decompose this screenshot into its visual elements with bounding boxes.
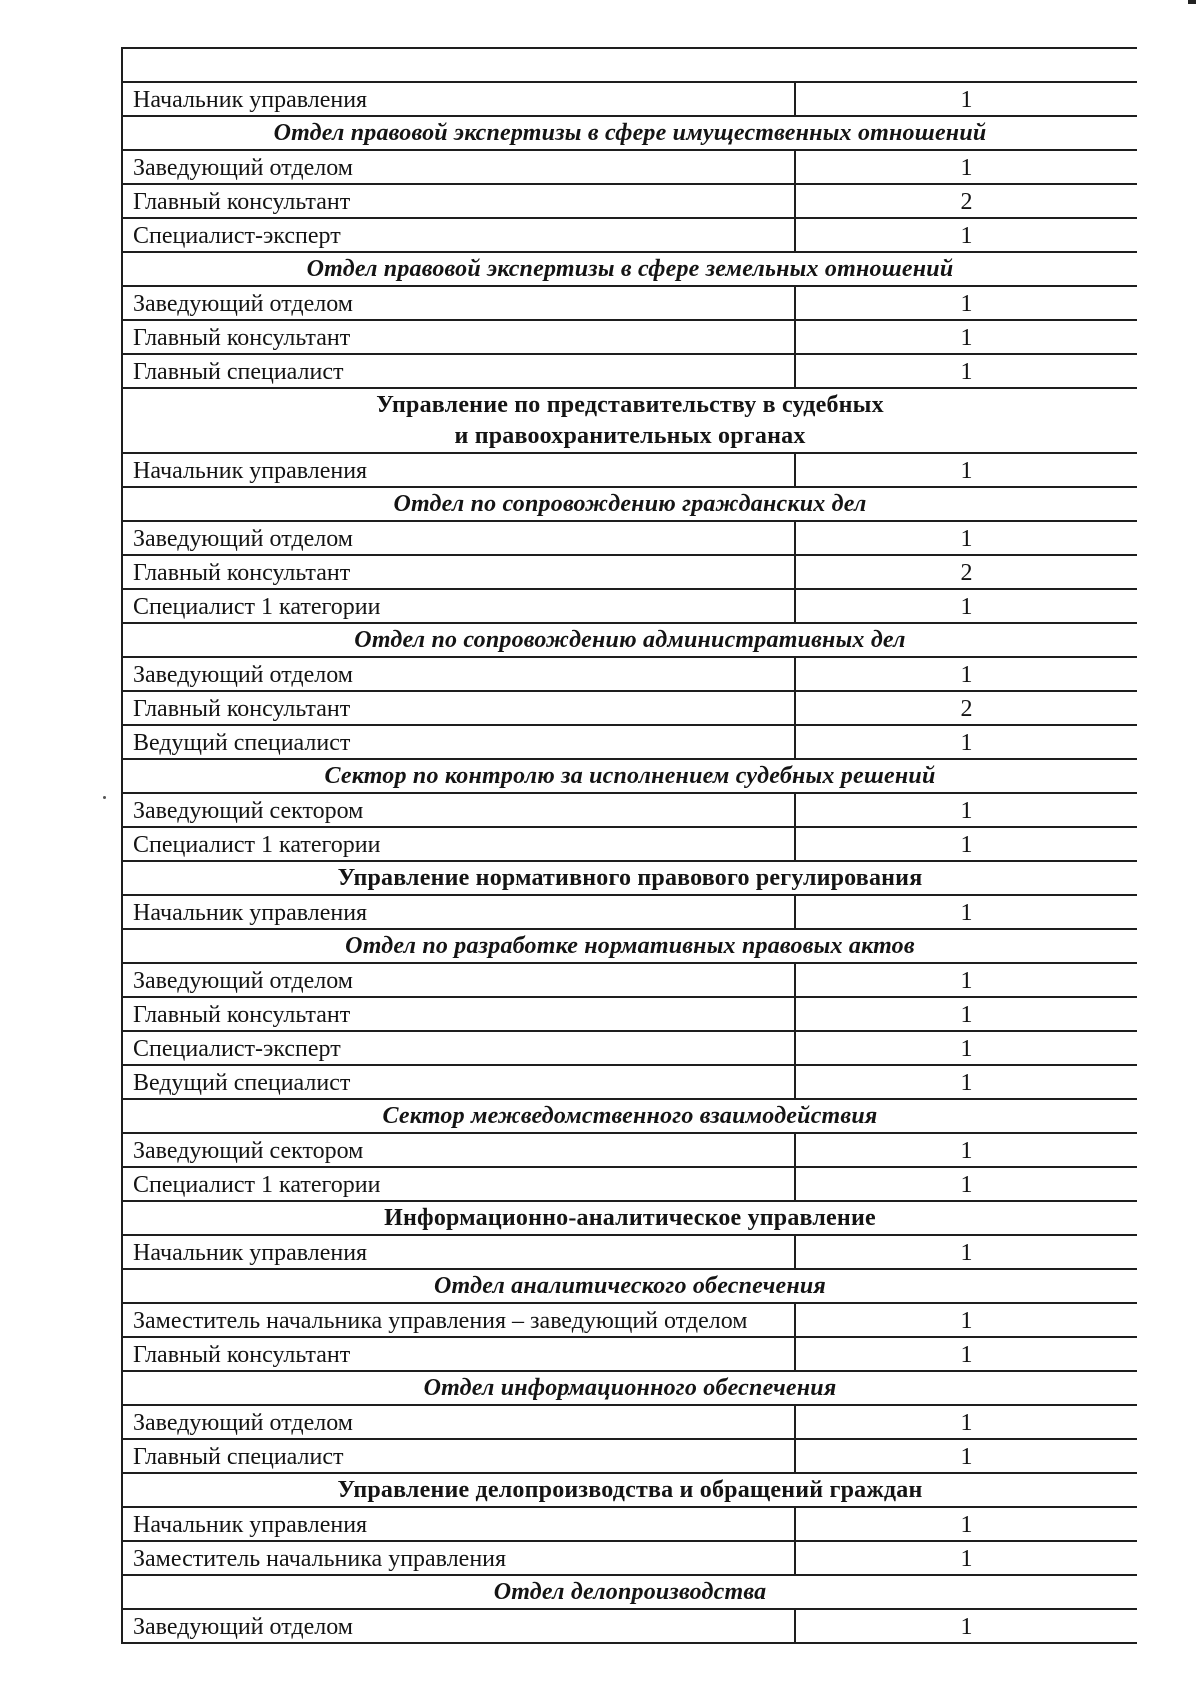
table-body [123, 83, 1137, 1644]
position-count: 1 [960, 832, 973, 858]
table-row [123, 1406, 1137, 1440]
department-heading: Отдел правовой экспертизы в сфере имущественных отношений [123, 117, 1137, 151]
table-row [123, 219, 1137, 253]
staff-table [121, 47, 1137, 1644]
position-count: 1 [960, 730, 973, 756]
table-row [123, 658, 1137, 692]
table-row [123, 522, 1137, 556]
department-heading: Отдел информационного обеспечения [123, 1372, 1137, 1406]
position-title: Заведующий отделом [123, 1610, 796, 1642]
scan-speck [103, 796, 106, 799]
position-count: 1 [960, 1036, 973, 1062]
position-count: 1 [960, 1512, 973, 1538]
directorate-heading: Управление делопроизводства и обращений граждан [123, 1474, 1137, 1508]
table-row [123, 355, 1137, 389]
position-title: Главный специалист [123, 1440, 796, 1472]
position-title: Ведущий специалист [123, 1066, 796, 1098]
position-title: Заведующий сектором [123, 1134, 796, 1166]
table-row [123, 556, 1137, 590]
position-title: Заведующий сектором [123, 794, 796, 826]
department-heading: Отдел правовой экспертизы в сфере земельных отношений [123, 253, 1137, 287]
department-heading: Отдел по разработке нормативных правовых актов [123, 930, 1137, 964]
page-edge-mark [1188, 0, 1196, 4]
position-title: Главный консультант [123, 998, 796, 1030]
position-title: Ведущий специалист [123, 726, 796, 758]
directorate-heading: Управление по представительству в судебных и правоохранительных органах [123, 389, 1137, 454]
position-title: Заведующий отделом [123, 964, 796, 996]
position-title: Специалист 1 категории [123, 590, 796, 622]
table-row [123, 1134, 1137, 1168]
position-title: Главный консультант [123, 321, 796, 353]
position-count: 1 [960, 594, 973, 620]
position-count: 1 [960, 155, 973, 181]
table-row [123, 964, 1137, 998]
position-title: Главный консультант [123, 1338, 796, 1370]
position-title: Заведующий отделом [123, 151, 796, 183]
position-count: 1 [960, 359, 973, 385]
department-heading: Сектор по контролю за исполнением судебных решений [123, 760, 1137, 794]
table-row [123, 1338, 1137, 1372]
table-row [123, 1066, 1137, 1100]
department-heading: Отдел по сопровождению гражданских дел [123, 488, 1137, 522]
table-row [123, 185, 1137, 219]
position-title: Начальник управления [123, 454, 796, 486]
position-count: 1 [960, 900, 973, 926]
table-top-blank-row [123, 49, 1137, 83]
table-row [123, 83, 1137, 117]
position-count: 1 [960, 526, 973, 552]
position-count: 2 [960, 189, 973, 215]
position-count: 1 [960, 1614, 973, 1640]
position-title: Главный специалист [123, 355, 796, 387]
position-count: 1 [960, 1546, 973, 1572]
position-title: Специалист-эксперт [123, 1032, 796, 1064]
table-row [123, 321, 1137, 355]
position-title: Заведующий отделом [123, 1406, 796, 1438]
position-count: 2 [960, 696, 973, 722]
position-count: 1 [960, 798, 973, 824]
table-row [123, 1032, 1137, 1066]
directorate-heading: Информационно-аналитическое управление [123, 1202, 1137, 1236]
position-count: 1 [960, 223, 973, 249]
position-title: Специалист 1 категории [123, 828, 796, 860]
position-title: Главный консультант [123, 556, 796, 588]
table-row [123, 1542, 1137, 1576]
position-count: 1 [960, 458, 973, 484]
position-count: 1 [960, 968, 973, 994]
position-title: Начальник управления [123, 1236, 796, 1268]
table-row [123, 590, 1137, 624]
position-count: 1 [960, 1342, 973, 1368]
department-heading: Сектор межведомственного взаимодействия [123, 1100, 1137, 1134]
position-count: 1 [960, 1410, 973, 1436]
position-count: 1 [960, 1070, 973, 1096]
table-row [123, 1236, 1137, 1270]
department-heading: Отдел делопроизводства [123, 1576, 1137, 1610]
position-count: 1 [960, 1444, 973, 1470]
position-title: Специалист-эксперт [123, 219, 796, 251]
table-row [123, 1508, 1137, 1542]
position-count: 1 [960, 325, 973, 351]
table-row [123, 692, 1137, 726]
position-title: Главный консультант [123, 692, 796, 724]
position-title: Заведующий отделом [123, 658, 796, 690]
department-heading: Отдел аналитического обеспечения [123, 1270, 1137, 1304]
position-title: Специалист 1 категории [123, 1168, 796, 1200]
position-title: Главный консультант [123, 185, 796, 217]
table-row [123, 794, 1137, 828]
position-count: 1 [960, 1172, 973, 1198]
directorate-heading: Управление нормативного правового регулирования [123, 862, 1137, 896]
table-row [123, 828, 1137, 862]
position-count: 1 [960, 291, 973, 317]
table-row [123, 454, 1137, 488]
position-title: Заместитель начальника управления – заведующий отделом [123, 1304, 796, 1336]
position-count: 1 [960, 87, 973, 113]
position-count: 2 [960, 560, 973, 586]
position-title: Заместитель начальника управления [123, 1542, 796, 1574]
table-row [123, 151, 1137, 185]
position-title: Заведующий отделом [123, 522, 796, 554]
position-count: 1 [960, 1240, 973, 1266]
position-title: Начальник управления [123, 83, 796, 115]
table-row [123, 1304, 1137, 1338]
table-row [123, 287, 1137, 321]
position-count: 1 [960, 1138, 973, 1164]
table-row [123, 1168, 1137, 1202]
position-title: Начальник управления [123, 1508, 796, 1540]
position-title: Заведующий отделом [123, 287, 796, 319]
position-count: 1 [960, 1308, 973, 1334]
position-count: 1 [960, 1002, 973, 1028]
table-row [123, 1610, 1137, 1644]
table-row [123, 896, 1137, 930]
table-row [123, 726, 1137, 760]
position-count: 1 [960, 662, 973, 688]
table-row [123, 1440, 1137, 1474]
table-row [123, 998, 1137, 1032]
department-heading: Отдел по сопровождению административных дел [123, 624, 1137, 658]
position-title: Начальник управления [123, 896, 796, 928]
